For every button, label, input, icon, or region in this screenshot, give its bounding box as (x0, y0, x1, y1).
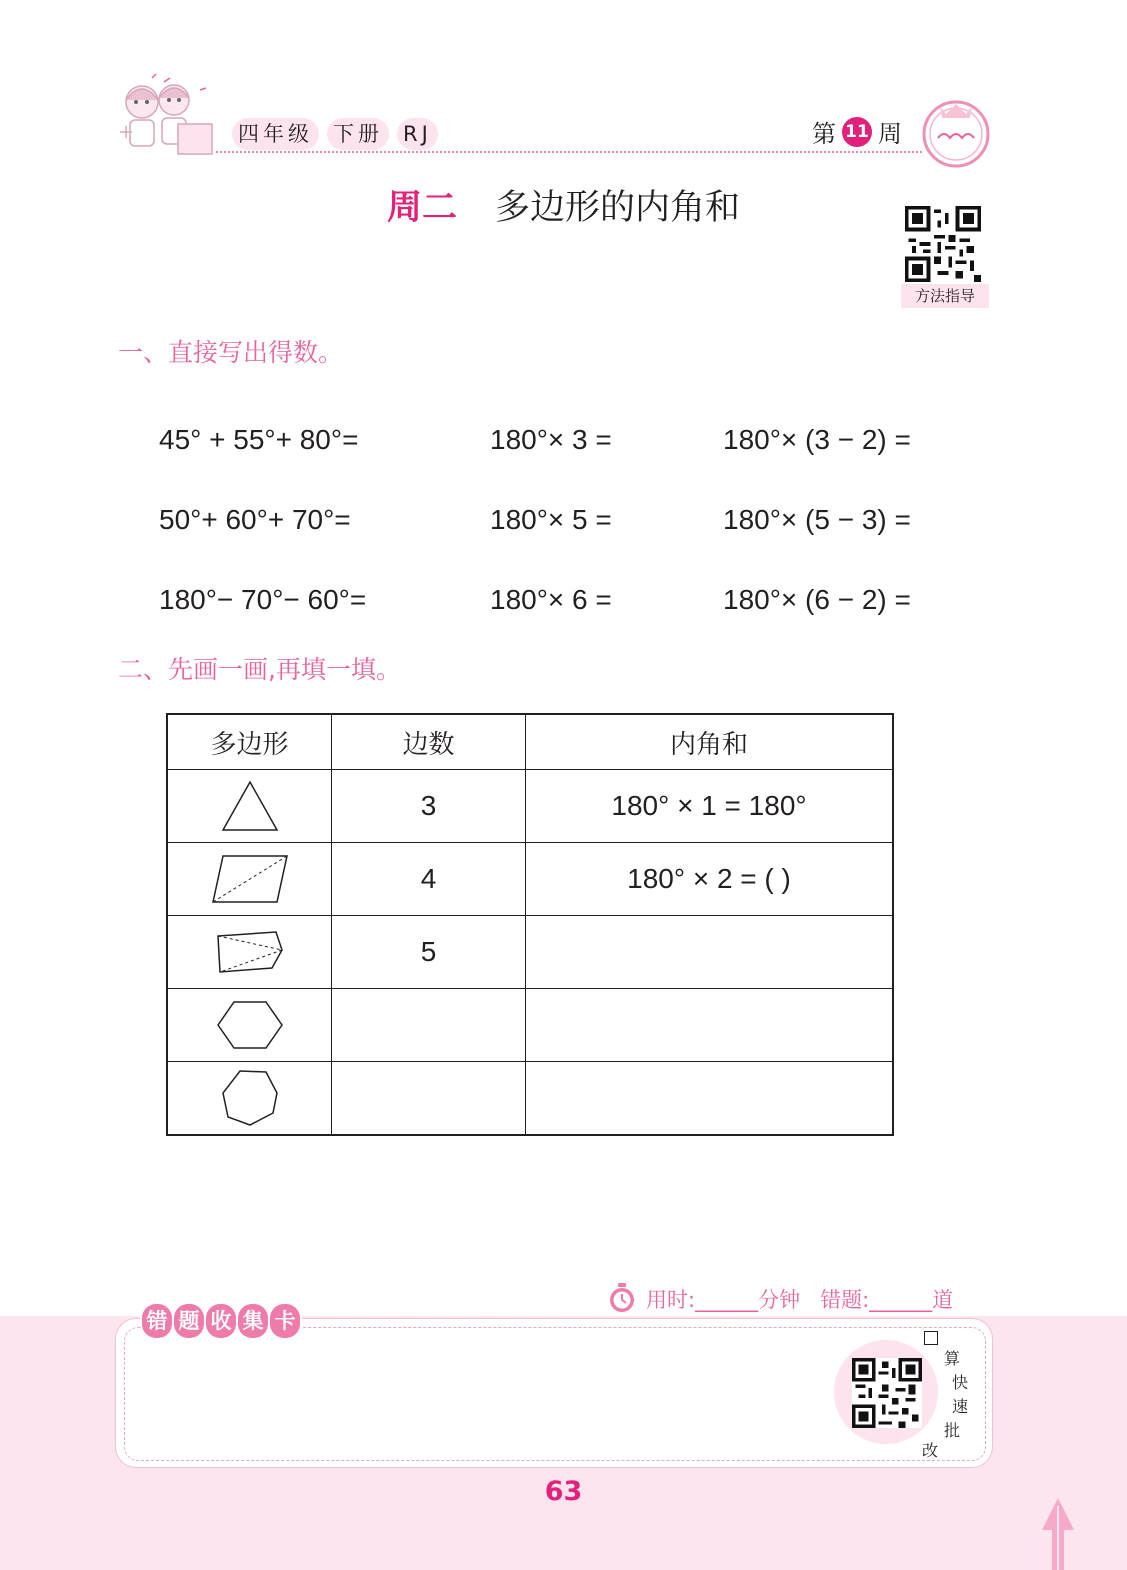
sides-cell[interactable]: 3 (332, 770, 526, 843)
week-label (812, 114, 902, 149)
grade-pill: 四年级 (232, 118, 319, 150)
angle-sum-cell[interactable] (526, 989, 894, 1062)
card-label-char: 题 (174, 1304, 204, 1338)
vertical-char: 批 (944, 1421, 961, 1440)
vertical-char: 改 (922, 1441, 939, 1460)
card-label-char: 收 (206, 1304, 236, 1338)
angle-sum-cell[interactable] (526, 916, 894, 989)
problem-row (159, 480, 1019, 560)
polygon-table (166, 713, 894, 1136)
title-day: 周二 (386, 188, 457, 228)
qr-caption: 方法指导 (901, 284, 989, 308)
table-row (167, 916, 893, 989)
table-row (167, 770, 893, 843)
kids-reading-icon (112, 72, 218, 162)
week-number-badge: 11 (842, 117, 872, 147)
stopwatch-icon (608, 1283, 636, 1313)
arrow-up-icon (1040, 1496, 1076, 1570)
shape-cell (167, 843, 332, 916)
vertical-char: 算 (944, 1349, 961, 1368)
card-label-char: 卡 (270, 1304, 300, 1338)
problem: 50°+ 60°+ 70°= (159, 504, 351, 535)
card-label-char: 错 (142, 1304, 172, 1338)
table-header-row (167, 714, 893, 770)
triangle-icon (220, 779, 280, 833)
time-record-line[interactable]: 用时:______分钟 错题:______道 (646, 1288, 954, 1312)
card-label-char: 集 (238, 1304, 268, 1338)
sides-cell[interactable]: 4 (332, 843, 526, 916)
angle-sum-cell[interactable] (526, 1062, 894, 1136)
problem-row (159, 560, 1019, 640)
shape-cell (167, 916, 332, 989)
vertical-char: 快 (952, 1373, 969, 1392)
sides-cell[interactable] (332, 989, 526, 1062)
sides-cell[interactable]: 5 (332, 916, 526, 989)
week-suffix: 周 (878, 120, 902, 148)
problem: 180°× 6 = (490, 584, 612, 615)
angle-sum-cell[interactable]: 180° × 2 = ( ) (526, 843, 894, 916)
problem: 180°× 3 = (490, 424, 612, 455)
header-polygon: 多边形 (167, 714, 332, 770)
card-label (142, 1304, 300, 1338)
problem: 45° + 55°+ 80°= (159, 424, 359, 455)
shape-cell (167, 770, 332, 843)
problem: 180°− 70°− 60°= (159, 584, 367, 615)
angle-sum-cell[interactable]: 180° × 1 = 180° (526, 770, 894, 843)
week-prefix: 第 (812, 120, 836, 148)
heptagon-icon (220, 1069, 280, 1127)
checkbox-square (924, 1331, 938, 1345)
vertical-char: 速 (952, 1397, 969, 1416)
problem: 180°× 5 = (490, 504, 612, 535)
table-row (167, 1062, 893, 1136)
header-divider (216, 151, 922, 153)
title-topic: 多边形的内角和 (495, 188, 741, 228)
hexagon-icon (216, 999, 284, 1051)
header-angle-sum: 内角和 (526, 714, 894, 770)
pentagon-icon (216, 930, 284, 974)
sides-cell[interactable] (332, 1062, 526, 1136)
table-row (167, 843, 893, 916)
edition-pill: RJ (397, 118, 438, 150)
problem-row (159, 400, 1019, 480)
header-sides: 边数 (332, 714, 526, 770)
qr-code-icon[interactable] (852, 1358, 922, 1428)
parallelogram-icon (211, 854, 289, 904)
mental-math-problems (159, 400, 1019, 640)
shape-cell (167, 989, 332, 1062)
section1-title: 一、直接写出得数。 (118, 338, 344, 367)
problem: 180°× (6 − 2) = (723, 584, 911, 615)
king-seal-icon (918, 94, 994, 170)
shape-cell (167, 1062, 332, 1136)
qr-code-icon[interactable] (905, 206, 981, 282)
grade-pills (232, 118, 438, 150)
volume-pill: 下册 (327, 118, 389, 150)
page-number: 63 (544, 1476, 583, 1507)
problem: 180°× (5 − 3) = (723, 504, 911, 535)
table-row (167, 989, 893, 1062)
problem: 180°× (3 − 2) = (723, 424, 911, 455)
section2-title: 二、先画一画,再填一填。 (118, 655, 401, 684)
